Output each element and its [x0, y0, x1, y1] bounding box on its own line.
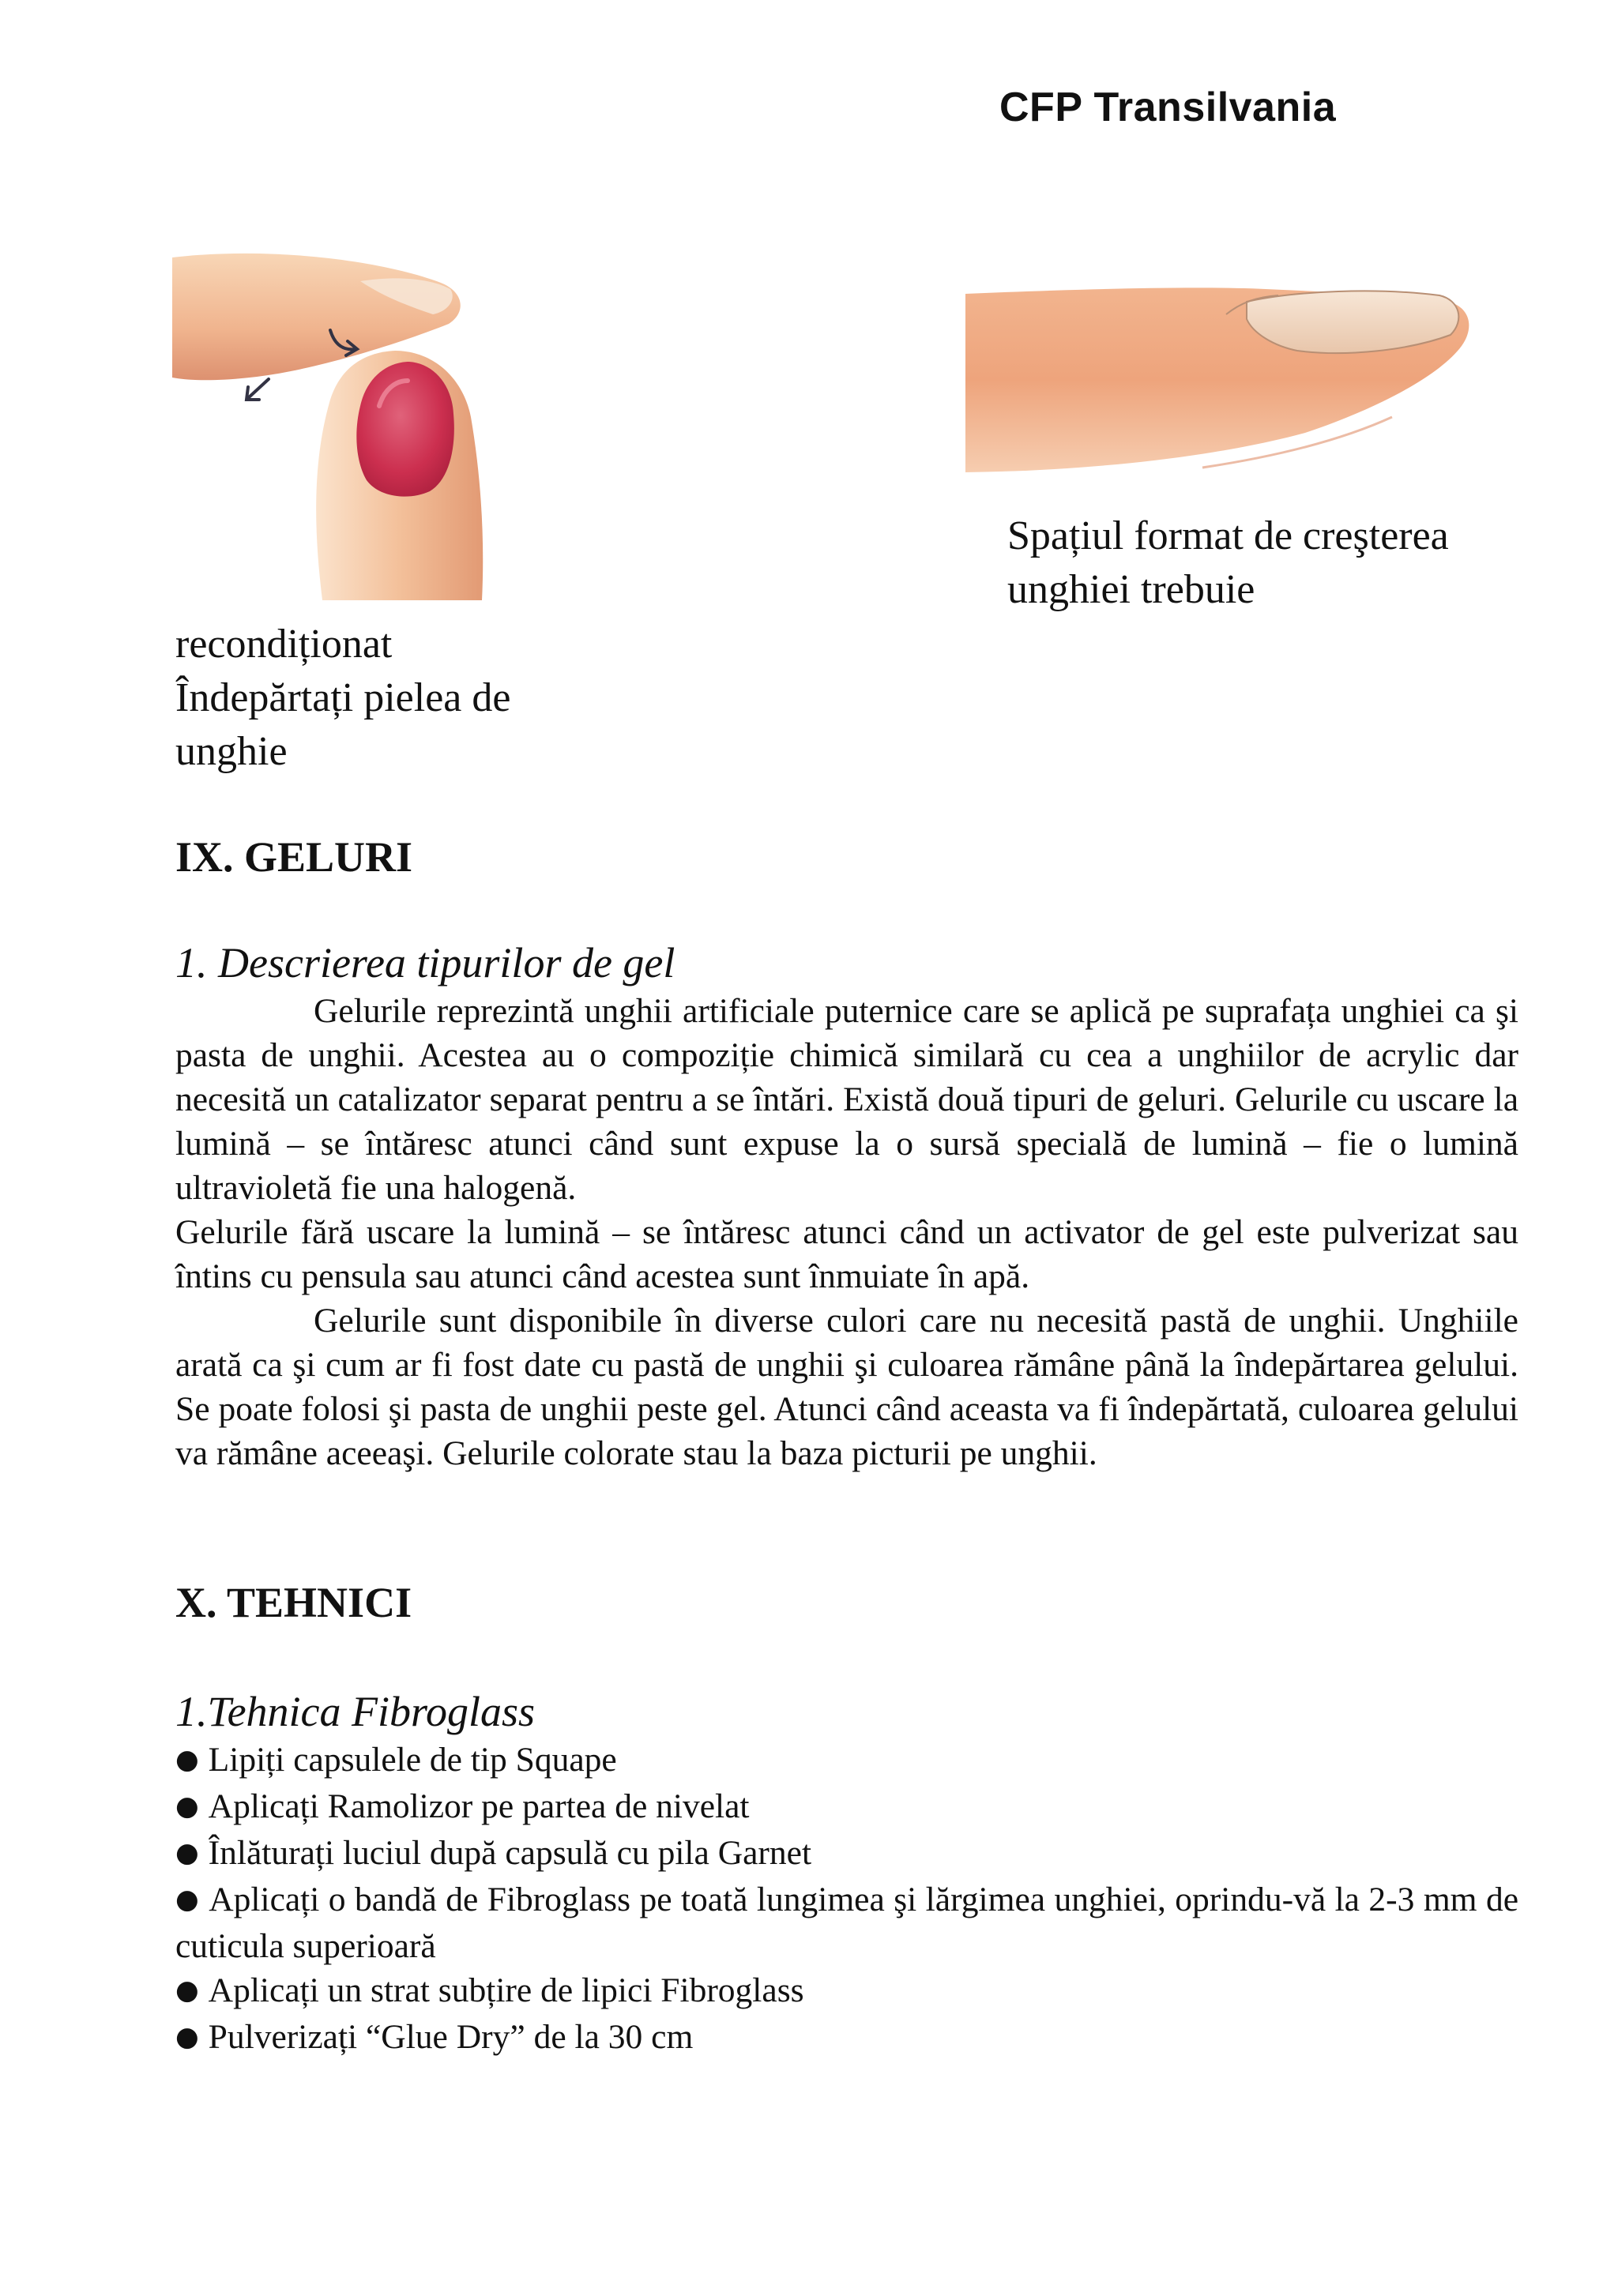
list-item: ● Pulverizați “Glue Dry” de la 30 cm	[175, 2018, 694, 2056]
arrow-icon	[246, 379, 269, 400]
bullet-icon: ●	[175, 2021, 199, 2053]
left-figure-caption	[175, 618, 618, 779]
section-heading-techniques: X. TEHNICI	[175, 1579, 412, 1626]
right-figure-caption	[1007, 509, 1576, 617]
list-item: ● Aplicați Ramolizor pe partea de nivelat	[175, 1787, 750, 1825]
section-heading-gels: IX. GELURI	[175, 833, 413, 881]
bullet-icon: ●	[175, 1791, 199, 1822]
caption-line: unghiei trebuie	[1007, 567, 1255, 612]
cuticle-pushback-illustration	[172, 251, 615, 600]
list-item: ● Aplicați un strat subțire de lipici Fibroglass	[175, 1971, 804, 2009]
caption-line: recondiționat	[175, 622, 393, 667]
paragraph: Gelurile reprezintă unghii artificiale puternice care se aplică pe suprafața unghiei ca şi pasta de unghii. Acestea au o compoziție chimică similară cu cea a unghiilor de acrylic dar necesită un catalizator separat pentru a se întări. Există două tipuri de geluri. Gelurile cu uscare la lumină – se întăresc atunci când sunt expuse la o sursă specială de lumină – fie o lumină ultravioletă fie una halogenă.	[175, 992, 1518, 1207]
list-item: ● Înlăturați luciul după capsulă cu pila Garnet	[175, 1834, 812, 1872]
gel-description	[175, 989, 1518, 1475]
subheading-fibroglass: 1.Tehnica Fibroglass	[175, 1688, 536, 1735]
steps-list	[175, 1738, 1518, 2061]
bullet-icon: ●	[175, 1975, 199, 2006]
bullet-icon: ●	[175, 1744, 199, 1776]
caption-line: unghie	[175, 729, 288, 774]
paragraph: Gelurile fără uscare la lumină – se întăresc atunci când un activator de gel este pulverizat sau întins cu pensula sau atunci când acestea sunt înmuiate în apă.	[175, 1213, 1518, 1295]
caption-line: Îndepărtați pielea de	[175, 675, 511, 720]
paragraph: Gelurile sunt disponibile în diverse culori care nu necesită pastă de unghii. Unghiile arată ca şi cum ar fi fost date cu pastă de unghii şi culoarea rămâne până la îndepărtarea gelului. Se poate folosi şi pasta de unghii peste gel. Atunci când aceasta va fi îndepărtată, culoarea gelului va rămâne aceeaşi. Gelurile colorate stau la baza picturii pe unghii.	[175, 1302, 1518, 1472]
list-item: ● Aplicați o bandă de Fibroglass pe toată lungimea şi lărgimea unghiei, oprindu-vă la 2-3 mm de cuticula superioară	[175, 1881, 1518, 1965]
list-item: ● Lipiți capsulele de tip Squape	[175, 1741, 617, 1779]
header-brand: CFP Transilvania	[999, 85, 1337, 130]
bullet-icon: ●	[175, 1837, 199, 1869]
subheading-gel-types: 1. Descrierea tipurilor de gel	[175, 939, 675, 986]
fibroglass-steps	[175, 1738, 1518, 2061]
grown-nail-illustration	[965, 278, 1487, 477]
caption-line: Spațiul format de creşterea	[1007, 513, 1449, 558]
bullet-icon: ●	[175, 1884, 200, 1915]
